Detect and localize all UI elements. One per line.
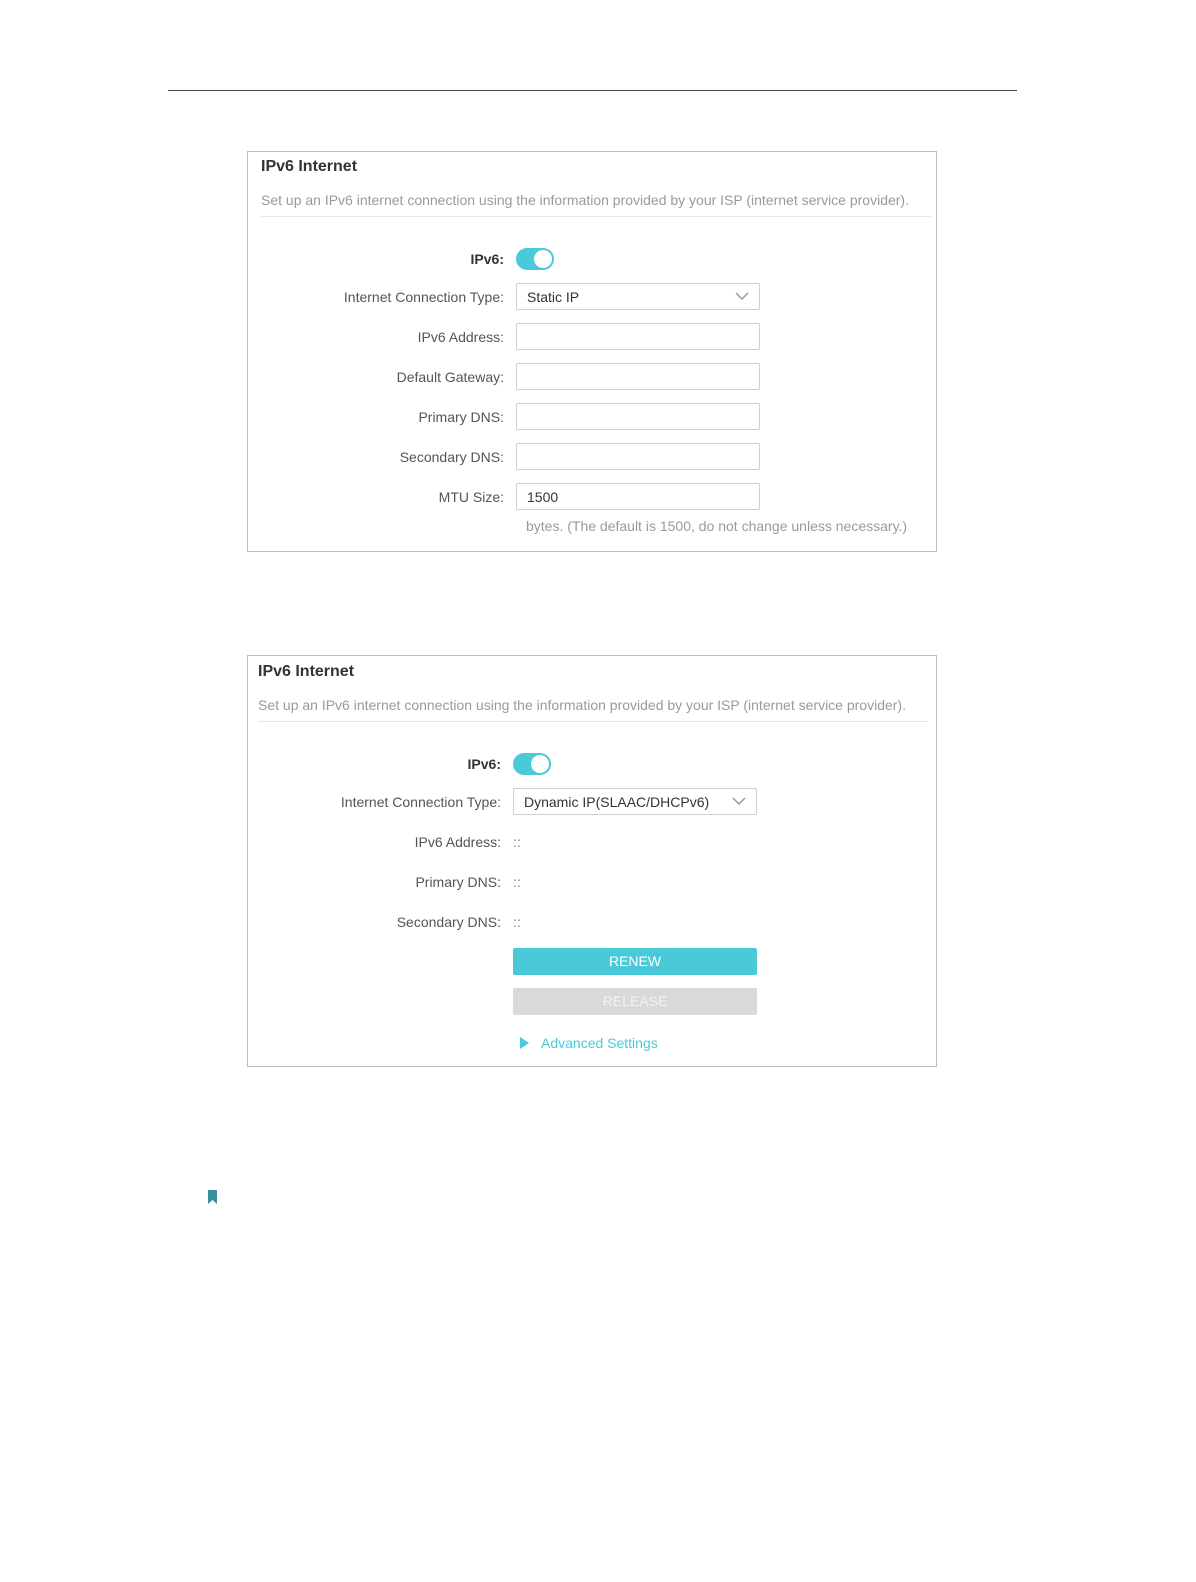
advanced-settings-label: Advanced Settings — [541, 1035, 658, 1051]
connection-type-label: Internet Connection Type: — [340, 794, 501, 810]
connection-type-value: Static IP — [527, 289, 580, 305]
page-header-rule — [168, 90, 1017, 91]
ipv6-address-value: :: — [513, 834, 521, 850]
ipv6-label: IPv6: — [467, 756, 501, 772]
chevron-down-icon — [735, 289, 749, 303]
ipv6-address-label: IPv6 Address: — [417, 329, 504, 345]
connection-type-label: Internet Connection Type: — [343, 289, 504, 305]
secondary-dns-input[interactable] — [516, 443, 760, 470]
secondary-dns-value: :: — [513, 914, 521, 930]
toggle-knob — [534, 250, 552, 268]
panel-divider — [258, 721, 928, 722]
chevron-down-icon — [732, 794, 746, 808]
advanced-settings-link[interactable] — [520, 1035, 658, 1051]
default-gateway-input[interactable] — [516, 363, 760, 390]
secondary-dns-label: Secondary DNS: — [396, 914, 501, 930]
connection-type-select[interactable] — [516, 283, 760, 310]
renew-button[interactable]: RENEW — [513, 948, 757, 975]
triangle-right-icon — [520, 1037, 529, 1049]
mtu-hint: bytes. (The default is 1500, do not change unless necessary.) — [526, 518, 908, 534]
ipv6-static-panel — [247, 151, 937, 552]
primary-dns-value: :: — [513, 874, 521, 890]
primary-dns-input[interactable] — [516, 403, 760, 430]
panel-title: IPv6 Internet — [258, 663, 355, 680]
panel-description: Set up an IPv6 internet connection using the information provided by your ISP (internet service provider). — [258, 697, 906, 713]
ipv6-dynamic-panel — [247, 655, 937, 1067]
primary-dns-label: Primary DNS: — [418, 409, 504, 425]
release-button[interactable]: RELEASE — [513, 988, 757, 1015]
mtu-size-input[interactable] — [516, 483, 760, 510]
ipv6-address-input[interactable] — [516, 323, 760, 350]
default-gateway-label: Default Gateway: — [396, 369, 504, 385]
ipv6-address-label: IPv6 Address: — [414, 834, 501, 850]
connection-type-select[interactable] — [513, 788, 757, 815]
ipv6-label: IPv6: — [470, 251, 504, 267]
ipv6-toggle[interactable] — [516, 248, 554, 270]
secondary-dns-label: Secondary DNS: — [399, 449, 504, 465]
connection-type-value: Dynamic IP(SLAAC/DHCPv6) — [524, 794, 710, 810]
panel-description: Set up an IPv6 internet connection using the information provided by your ISP (internet service provider). — [261, 192, 909, 208]
ipv6-toggle[interactable] — [513, 753, 551, 775]
bookmark-icon — [208, 1190, 217, 1204]
toggle-knob — [531, 755, 549, 773]
panel-title: IPv6 Internet — [261, 158, 358, 175]
panel-divider — [261, 216, 931, 217]
primary-dns-label: Primary DNS: — [415, 874, 501, 890]
mtu-size-label: MTU Size: — [438, 489, 504, 505]
